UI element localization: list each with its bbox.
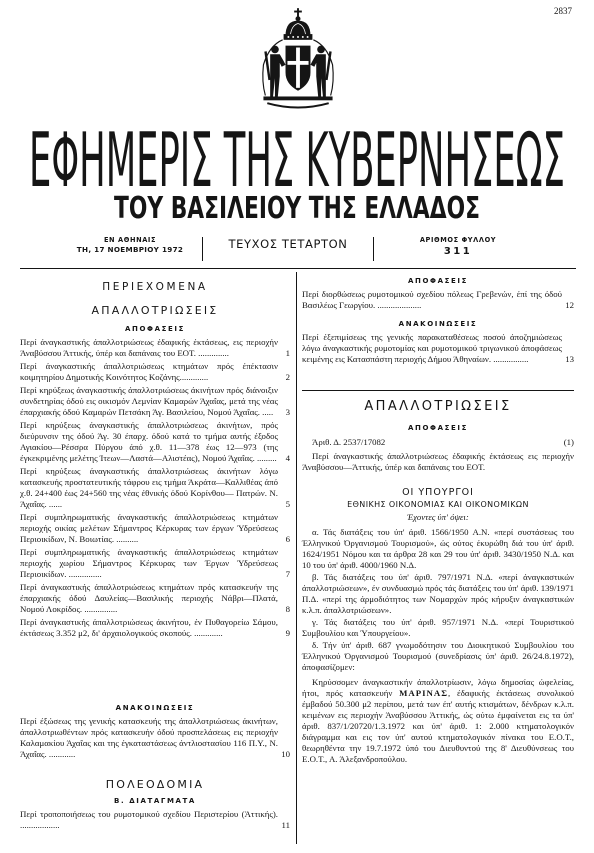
crown-icon xyxy=(284,8,313,40)
operative-text-start: Κηρύσσομεν άναγκαστικήν άπαλλοτρίωσιν, λόγω δημοσίας ώφελείας, ήτοι, πρός κατασκευήν xyxy=(302,677,574,698)
toc-entry xyxy=(20,617,290,639)
toc-entry-number: 8 xyxy=(285,604,290,614)
toc-entry xyxy=(20,547,290,580)
issue-volume: ΤΕΥΧΟΣ ΤΕΤΑΡΤΟΝ xyxy=(202,237,374,261)
toc-entry-number: 5 xyxy=(285,499,290,509)
decision-issuer: ΟΙ ΥΠΟΥΡΓΟΙ xyxy=(402,487,474,498)
toc-entry-text: Περί έξώσεως της γενικής κατασκευής της άπαλλοτριώσεως άκινήτων, άπαλλοτριωθέντων πρός κατασκευήν όδού προσπελάσεως εις περιοχήν Καλαμακίου Άχαΐας και της έγκαταστάσεως άντλιοστασίου 116 Π.Υ., Ν. Άχαΐας. ............ xyxy=(20,716,278,759)
toc-entry-text: Περί κηρύξεως άναγκαστικής άπαλλοτριώσεως άκινήτων λόγω κατασκευής προστατευτικής τάφρου εις τμήμα Άκράτα—Καλλιθέας άπό χ.θ. 24+400 έως 24+560 της νέας έθνικής όδού Κορίνθου— Πατρών. Ν. Άχαΐας. ...... xyxy=(20,466,278,509)
toc-entry-number: 3 xyxy=(285,407,290,417)
issue-place-date xyxy=(68,236,192,255)
issue-date: ΤΗ, 17 ΝΟΕΜΒΡΙΟΥ 1972 xyxy=(76,245,184,254)
consideration-paragraph: α. Τάς διατάξεις του ύπ' άριθ. 1566/1950 Α.Ν. «περί συστάσεως του Έλληνικού Όργανισμού Τουρισμού», ώς ούτος έκυρώθη διά του ύπ' άριθ. 1624/1951 Νόμου και τα άρθρα 28 και 29 του ύπ' άριθ. 3430/1950 Ν.Δ. και 10 του ύπ' άριθ. 4000/1960 Ν.Δ. xyxy=(302,527,574,570)
operative-paragraph xyxy=(302,677,574,765)
decisions-heading: ΑΠΟΦΑΣΕΙΣ xyxy=(125,325,185,333)
decisions-list xyxy=(20,337,290,703)
decisions-list xyxy=(302,289,574,319)
body-section-heading: ΑΠΑΛΛΟΤΡΙΩΣΕΙΣ xyxy=(364,399,512,414)
decision-ministries: ΕΘΝΙΚΗΣ ΟΙΚΟΝΟΜΙΑΣ ΚΑΙ ΟΙΚΟΝΟΜΙΚΩΝ xyxy=(347,500,529,509)
decision-index: (1) xyxy=(563,437,574,447)
header-rule xyxy=(20,268,576,269)
base-plinth xyxy=(263,96,332,107)
toc-entry-text: Περί συμπληρωματικής άναγκαστικής άπαλλοτριώσεως κτημάτων περιοχής χωρίου Σήμαντρος Κέρκυρας των Έργων Ύδρεύσεως Περιοικίδων. ............... xyxy=(20,547,278,579)
masthead-subtitle-text: ΤΟΥ ΒΑΣΙΛΕΙΟΥ ΤΗΣ ΕΛΛΑΔΟΣ xyxy=(114,192,480,222)
column-divider xyxy=(296,272,297,844)
toc-entry xyxy=(20,512,290,545)
planning-heading: ΠΟΛΕΟΔΟΜΙΑ xyxy=(105,778,205,791)
issue-place: ΕΝ ΑΘΗΝΑΙΣ xyxy=(103,236,157,244)
toc-entry-number: 6 xyxy=(285,534,290,544)
decisions-heading: ΑΠΟΦΑΣΕΙΣ xyxy=(408,277,468,285)
masthead-subtitle xyxy=(0,192,594,222)
issue-sheet xyxy=(396,236,520,258)
toc-entry-text: Περί κηρύξεως άναγκαστικής άπαλλοτριώσεως άκινήτων, πρός διεύρυνσιν της όδού Άγ. 30 έπαρχ. όδού κατά το τμήμα αυτής έξοδος Αγιακίου—Ρέσσρα Πύργου άπό χ.θ. 11—378 έως 12—973 (της έγκεκριμένης μελέτης Ίτεων—Λαστά—Αλιστέας), Νομού Άχαΐας. ......... xyxy=(20,420,278,463)
toc-entry-number: 1 xyxy=(285,348,290,358)
toc-entry-text: Περί διορθώσεως ρυμοτομικού σχεδίου πόλεως Γρεβενών, έπί της όδού Βασιλέως Γεωργίου. .................... xyxy=(302,289,562,310)
toc-entry xyxy=(302,332,574,365)
toc-entry-text: Περί άναγκαστικής άπαλλοτριώσεως κτημάτων πρός κατασκευήν της έπαρχιακής όδού Δαυλείας—Βασιλικής περιοχής Νάβρι—Πλατά, Νομού Λοκρίδος. ............... xyxy=(20,582,278,614)
announcements-list xyxy=(20,716,290,776)
operative-emphasis: ΜΑΡΙΝΑΣ xyxy=(399,688,449,698)
consideration-paragraph: γ. Τάς διατάξεις του ύπ' άριθ. 957/1971 Ν.Δ. «περί Τουριστικού Συμβουλίου και Ύπουργείου». xyxy=(302,617,574,638)
toc-entry-number: 11 xyxy=(281,820,290,830)
issue-sheet-number: 311 xyxy=(443,246,473,257)
consideration-paragraph: β. Τάς διατάξεις του ύπ' άριθ. 797/1971 Ν.Δ. «περί άναγκαστικών άπαλλοτριώσεων», έν συνδυασμώ πρός τάς διατάξεις του ύπ' άριθ. 139/1971 Π.Δ. «περί της άρμοδιότητος των Νομαρχών πρός κήρυξιν άναγκαστικών κ.λ.π. άπαλλοτριώσεων». xyxy=(302,572,574,615)
consideration-paragraph: δ. Τήν ύπ' άριθ. 687 γνωμοδότησιν του Διοικητικού Συμβουλίου του Έλληνικού Όργανισμού Τουρισμού (συνεδρίασις ύπ' άριθ. 26/24.8.1972), άποφασίζομεν: xyxy=(302,640,574,672)
announcements-heading: ΑΝΑΚΟΙΝΩΣΕΙΣ xyxy=(115,704,195,712)
announcements-list xyxy=(302,332,574,382)
supporter-right-figure xyxy=(310,46,331,97)
body-column xyxy=(302,276,574,766)
toc-entry xyxy=(20,466,290,510)
toc-entry-text: Περί άναγκαστικής άπαλλοτριώσεως άκινήτου, έν Πυθαγορείω Σάμου, έκτάσεως 3.352 μ2, δι' άρχαιολογικούς σκοπούς. ............. xyxy=(20,617,278,638)
toc-entry xyxy=(20,809,290,831)
masthead-title-text: ΕΦΗΜΕΡΙΣ ΤΗΣ ΚΥΒΕΡΝΗΣΕΩΣ xyxy=(29,118,565,194)
page-number: 2837 xyxy=(554,6,572,16)
toc-entry-number: 2 xyxy=(285,372,290,382)
toc-entry-text: Περί άναγκαστικής άπαλλοτριώσεως κτημάτων πρός έπέκτασιν κοιμητηρίου Δημοτικής Κοινότητος Κοζάνης............. xyxy=(20,361,278,382)
decrees-heading: Β. ΔΙΑΤΑΓΜΑΤΑ xyxy=(114,797,196,805)
contents-heading: ΠΕΡΙΕΧΟΜΕΝΑ xyxy=(102,281,208,293)
decision-preamble: Έχοντες ύπ' όψει: xyxy=(407,512,469,522)
decrees-list xyxy=(20,809,290,831)
toc-entry xyxy=(302,289,574,311)
toc-entry-text: Περί κηρύξεως άναγκαστικής άπαλλοτριώσεως άκινήτων πρός διάνοιξιν συνδετηρίας όδού εις οικισμόν Λεμνίαν Καμαρών Άχαΐας, μετά της νέας έπαρχιακής όδού Καμαρών Πετσάκη Άγ. Βασιλείου, Νομού Άχαΐας. ..... xyxy=(20,385,278,417)
toc-entry-number: 4 xyxy=(285,453,290,463)
toc-entry-number: 9 xyxy=(285,628,290,638)
toc-entry-number: 12 xyxy=(565,300,574,310)
decision-reference xyxy=(302,437,574,448)
toc-entry-number: 13 xyxy=(565,354,574,364)
toc-entry-text: Περί συμπληρωματικής άναγκαστικής άπαλλοτριώσεως κτημάτων περιοχής οικίας μελέτων Σήμαντρος Κέρκυρας των έργων Ύδρεύσεως Περιοικίδων, Ν. Βοιωτίας. .......... xyxy=(20,512,278,544)
body-subsection-heading: ΑΠΟΦΑΣΕΙΣ xyxy=(408,424,468,432)
royal-coat-of-arms-icon xyxy=(250,6,346,114)
toc-entry-number: 10 xyxy=(281,749,290,759)
toc-entry xyxy=(20,582,290,615)
contents-column xyxy=(20,278,290,833)
toc-entry-text: Περί τροποποιήσεως του ρυμοτομικού σχεδίου Περιστερίου (Άττικής). .................. xyxy=(20,809,278,830)
contents-end-rule xyxy=(302,390,574,391)
toc-entry xyxy=(20,385,290,418)
decision-number: Άριθ. Δ. 2537/17082 xyxy=(312,437,386,447)
operative-text-end: , έδαφικής έκτάσεως συνολικού έμβαδού 50.300 μ2 περίπου, μετά των έπ' αυτής κτισμάτων, δένδρων κ.λ.π. κειμένων εις περιοχήν Άναβύσσου Άττικής, ώς ούτω έμφαίνεται εις τα ύπ' άριθ. 837/1/20720/1.3.1972 και ύπ' άριθ. 1: 2.000 κτηματολογικόν διάγραμμα και εις τον ύπ' αυτού κτηματολογικόν πίνακα του Ε.Ο.Τ., θεωρηθέντα την 19.7.1972 ύπό του Διευθυντού της 8' Διευθύνσεως του Ε.Ο.Τ., Α. Άλεξανδροπούλου. xyxy=(302,688,574,764)
supporter-left-figure xyxy=(264,46,285,97)
announcements-heading: ΑΝΑΚΟΙΝΩΣΕΙΣ xyxy=(398,320,478,328)
toc-entry-text: Περί άναγκαστικής άπαλλοτριώσεως έδαφικής έκτάσεως, εις περιοχήν Άναβύσσου Άττικής, ύπέρ και δαπάναις του ΕΟΤ. .............. xyxy=(20,337,278,358)
shield-icon xyxy=(286,46,311,91)
section-heading: ΑΠΑΛΛΟΤΡΙΩΣΕΙΣ xyxy=(91,304,219,317)
toc-entry-number: 7 xyxy=(285,569,290,579)
decision-summary: Περί άναγκαστικής άπαλλοτριώσεως έδαφικής έκτάσεως εις περιοχήν Άναβύσσου—Άττικής, ύπέρ και δαπάναις του ΕΟΤ. xyxy=(302,451,574,472)
issue-sheet-label: ΑΡΙΘΜΟΣ ΦΥΛΛΟΥ xyxy=(419,236,497,244)
masthead-title xyxy=(0,118,594,194)
toc-entry xyxy=(20,716,290,760)
toc-entry xyxy=(20,361,290,383)
toc-entry xyxy=(20,337,290,359)
toc-entry-text: Περί έξεπιμίσεως της γενικής παρακαταθέσεως ποσού άποζημιώσεως λόγω άναγκαστικής ρυμοτομίας και ρυμοτομικού τριγωνικού άποφάσεως κειμένης εις Κατασπάστη περιοχής Δήμου Άθηναίων. ................ xyxy=(302,332,562,364)
toc-entry xyxy=(20,420,290,464)
